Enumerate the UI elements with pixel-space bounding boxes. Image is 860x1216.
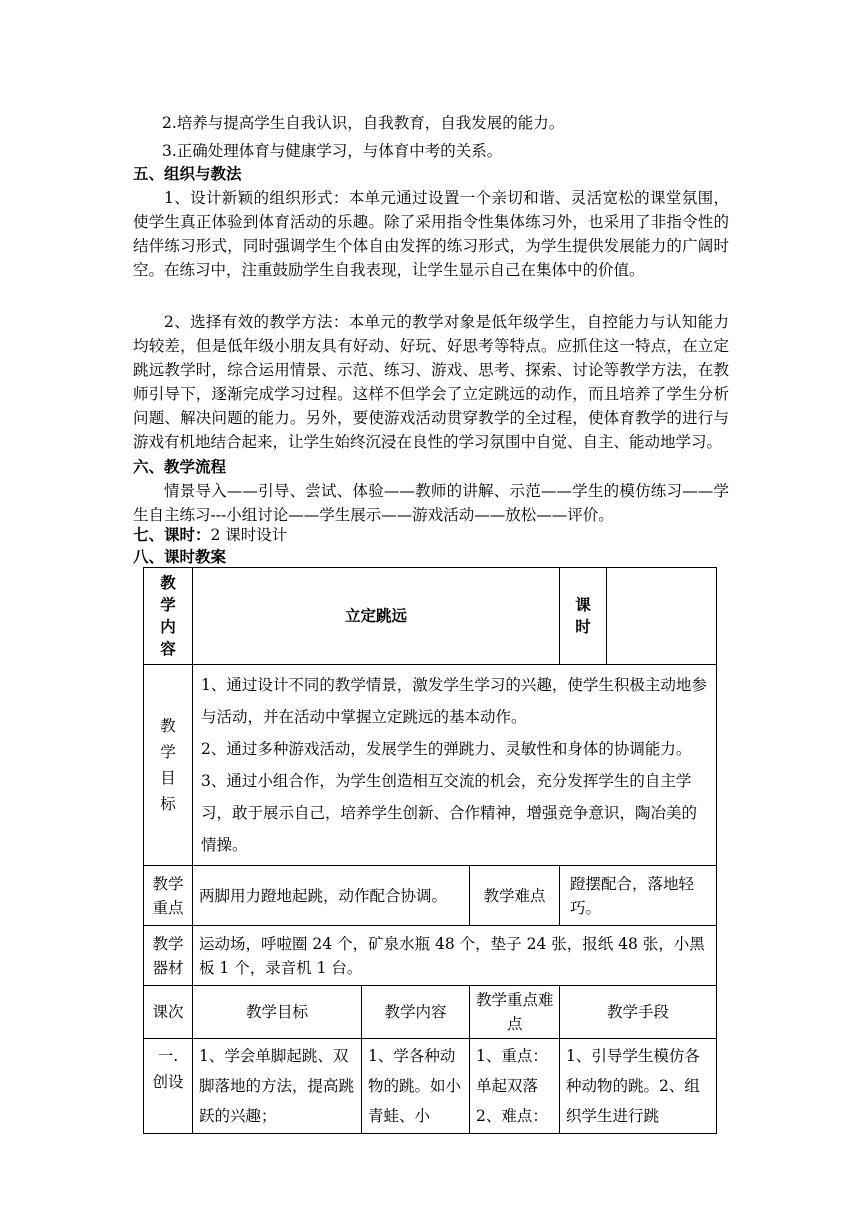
table-header-row (144, 986, 717, 1039)
equipment-label: 教学器材 (144, 926, 193, 986)
row1-means: 1、引导学生模仿各种动物的跳。2、组织学生进行跳 (560, 1039, 717, 1134)
objectives-cell (193, 665, 717, 866)
table-row (144, 665, 717, 866)
section-heading-6: 六、教学流程 (133, 458, 227, 476)
table-row (144, 866, 717, 926)
header-lesson: 课次 (144, 986, 193, 1039)
objective-item-3: 3.正确处理体育与健康学习，与体育中考的关系。 (162, 142, 503, 160)
section6-paragraph: 情景导入——引导、尝试、体验——教师的讲解、示范——学生的模仿练习——学生自主练习---小组讨论——学生展示——游戏活动——放松——评价。 (133, 482, 729, 524)
row1-goal: 1、学会单脚起跳、双脚落地的方法，提高跳跃的兴趣； (193, 1039, 362, 1134)
row1-key: 1、重点：单起双落 2、难点： (470, 1039, 560, 1134)
table-row (144, 1039, 717, 1134)
objective-item-2: 2.培养与提高学生自我认识，自我教育，自我发展的能力。 (162, 114, 565, 132)
content-label: 教学内容 (144, 568, 193, 665)
lesson-plan-table (143, 567, 717, 1134)
header-content: 教学内容 (362, 986, 470, 1039)
section5-paragraph-1: 1、设计新颖的组织形式：本单元通过设置一个亲切和谐、灵活宽松的课堂氛围，使学生真正体验到体育活动的乐趣。除了采用指令性集体练习外，也采用了非指令性的结伴练习形式，同时强调学生个体自由发挥的练习形式，为学生提供发展能力的广阔时空。在练习中，注重鼓励学生自我表现，让学生显示自己在集体中的价值。 (133, 189, 729, 279)
header-means: 教学手段 (560, 986, 717, 1039)
header-key: 教学重点难点 (470, 986, 560, 1039)
difficulty-value: 蹬摆配合，落地轻巧。 (560, 866, 717, 926)
objective-2: 2、通过多种游戏活动，发展学生的弹跳力、灵敏性和身体的协调能力。 (201, 740, 692, 758)
section7-value: 2 课时设计 (210, 526, 288, 544)
key-label: 教学重点 (144, 866, 193, 926)
section-heading-8: 八、课时教案 (133, 548, 227, 566)
period-label: 课时 (560, 568, 607, 665)
section-heading-5: 五、组织与教法 (133, 165, 242, 183)
section-heading-7 (133, 524, 287, 546)
period-value (607, 568, 717, 665)
row1-content: 1、学各种动物的跳。如小青蛙、小 (362, 1039, 470, 1134)
objective-1: 1、通过设计不同的教学情景，激发学生学习的兴趣，使学生积极主动地参与活动，并在活动中掌握立定跳远的基本动作。 (201, 676, 707, 726)
objectives-label: 教学目标 (144, 665, 193, 866)
table-row (144, 926, 717, 986)
objective-3: 3、通过小组合作，为学生创造相互交流的机会，充分发挥学生的自主学习，敢于展示自己，培养学生创新、合作精神，增强竞争意识，陶冶美的情操。 (201, 772, 698, 854)
row1-lesson: 一.创设 (144, 1039, 193, 1134)
content-value: 立定跳远 (193, 568, 560, 665)
section7-label: 七、课时： (133, 526, 211, 544)
header-goal: 教学目标 (193, 986, 362, 1039)
equipment-value: 运动场，呼啦圈 24 个，矿泉水瓶 48 个，垫子 24 张，报纸 48 张，小黑板 1 个，录音机 1 台。 (193, 926, 717, 986)
section5-paragraph-2: 2、选择有效的教学方法：本单元的教学对象是低年级学生，自控能力与认知能力均较差，但是低年级小朋友具有好动、好玩、好思考等特点。应抓住这一特点，在立定跳远教学时，综合运用情景、示范、练习、游戏、思考、探索、讨论等教学方法，在教师引导下，逐渐完成学习过程。这样不但学会了立定跳远的动作，而且培养了学生分析问题、解决问题的能力。另外，要使游戏活动贯穿教学的全过程，使体育教学的进行与游戏有机地结合起来，让学生始终沉浸在良性的学习氛围中自觉、自主、能动地学习。 (133, 313, 729, 451)
difficulty-label: 教学难点 (470, 866, 560, 926)
key-value: 两脚用力蹬地起跳，动作配合协调。 (193, 866, 470, 926)
table-row (144, 568, 717, 665)
